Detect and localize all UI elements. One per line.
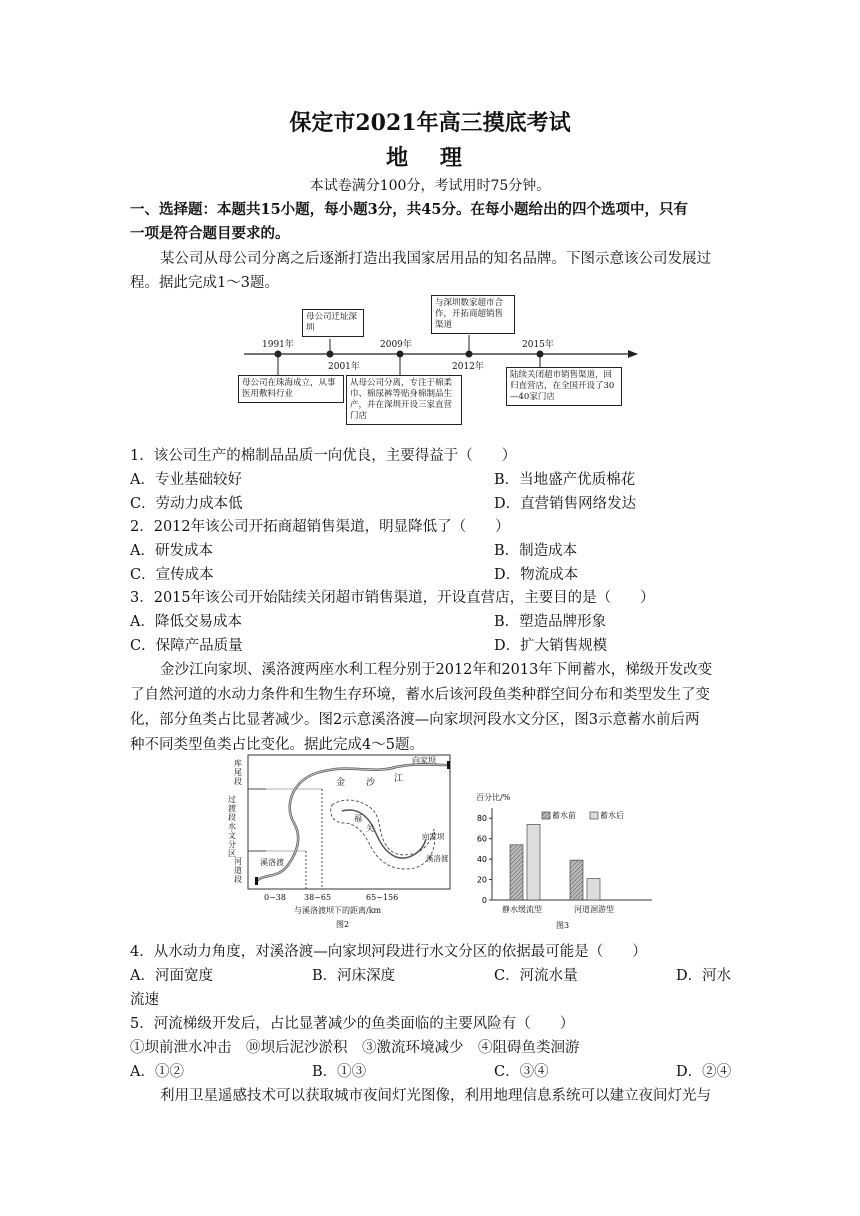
subject-title: 地 理 [386, 145, 474, 171]
zone-hedao: 河道段 [234, 857, 242, 884]
timeline-box-2015: 陆续关闭超市销售渠道，回归直营店，在全国开设了30—40家门店 [506, 367, 622, 406]
q4-option-c: C．河流水量 [494, 968, 578, 984]
bar-1-0 [570, 860, 583, 900]
year-1991: 1991年 [262, 340, 294, 350]
section-heading-line1: 一、选择题：本题共15小题，每小题3分，共45分。在每小题给出的四个选项中，只有 [130, 201, 688, 218]
timeline-box-2001: 母公司迁址深圳 [302, 309, 364, 337]
legend-swatch-0 [542, 812, 550, 819]
passage1-line1: 某公司从母公司分离之后逐渐打造出我国家居用品的知名品牌。下图示意该公司发展过 [160, 251, 711, 267]
timeline-box-2009: 从母公司分离，专注于棉柔巾、棉尿裤等贴身棉制品生产，并在深圳开设三家直营门店 [346, 375, 462, 425]
q1-option-b: B．当地盛产优质棉花 [494, 472, 636, 488]
year-2015: 2015年 [522, 340, 554, 350]
bar-1-1 [587, 879, 600, 900]
label-sha: 沙 [366, 778, 376, 788]
y-tick-label: 40 [476, 855, 487, 865]
passage2-line3: 化，部分鱼类占比显著减少。图2示意溪洛渡—向家坝河段水文分区，图3示意蓄水前后两 [130, 712, 700, 728]
label-fu: 福 [354, 814, 362, 823]
figure-2-caption: 图2 [336, 920, 350, 929]
category-label-0: 静水缓流型 [502, 905, 542, 914]
q2-option-d: D．物流成本 [494, 567, 579, 583]
q4-option-d: D．河水 [676, 968, 732, 984]
q1-option-a: A．专业基础较好 [130, 472, 242, 488]
zone-kuwei: 库尾段 [234, 759, 242, 786]
bar-0-1 [527, 824, 540, 900]
timeline-figure [230, 295, 650, 435]
timeline-box-2012: 与深圳数家超市合作，开拓商超销售渠道 [431, 295, 515, 334]
label-xiangjiaba: 向家坝 [412, 756, 436, 765]
passage2-line4: 种不同类型鱼类占比变化。据此完成4～5题。 [130, 737, 424, 753]
year-2001: 2001年 [328, 362, 360, 372]
section-heading-line2: 一项是符合题目要求的。 [130, 225, 290, 242]
q3-option-b: B．塑造品牌形象 [494, 614, 607, 630]
question-2-stem: 2．2012年该公司开拓商超销售渠道，明显降低了（ ） [130, 519, 510, 535]
figure-3-caption: 图3 [556, 921, 570, 930]
bar-0-0 [510, 845, 523, 900]
xtick-0: 0~38 [264, 893, 286, 902]
exam-title: 保定市2021年高三摸底考试 [289, 110, 571, 136]
legend-swatch-1 [590, 812, 598, 819]
q3-option-c: C．保障产品质量 [130, 638, 243, 654]
question-1-stem: 1．该公司生产的棉制品品质一向优良，主要得益于（ ） [130, 448, 517, 464]
map-xlabel: 与溪洛渡坝下的距离/km [294, 906, 382, 915]
passage2-line1: 金沙江向家坝、溪洛渡两座水利工程分别于2012年和2013年下闸蓄水，梯级开发改变 [160, 662, 713, 678]
label-jiang: 江 [394, 774, 404, 784]
q2-option-b: B．制造成本 [494, 543, 578, 559]
legend-after: 蓄水后 [600, 811, 624, 820]
q3-option-a: A．降低交易成本 [130, 614, 242, 630]
year-2009: 2009年 [380, 340, 412, 350]
figure-3-chart [470, 790, 660, 932]
exam-info: 本试卷满分100分，考试用时75分钟。 [309, 178, 551, 194]
q4-option-d-wrap: 流速 [130, 992, 159, 1008]
passage2-line2: 了自然河道的水动力条件和生物生存环境，蓄水后该河段鱼类种群空间分布和类型发生了变 [130, 687, 710, 703]
q5-items: ①坝前泄水冲击 ⑩坝后泥沙淤积 ③激流环境减少 ④阻碍鱼类洄游 [130, 1040, 580, 1056]
q3-option-d: D．扩大销售规模 [494, 638, 608, 654]
q2-option-a: A．研发成本 [130, 543, 213, 559]
zone-guodu: 过渡段 水文分区 [228, 795, 236, 858]
q4-option-a: A．河面宽度 [130, 968, 213, 984]
label-inset-xiluodu: 溪洛渡 [426, 854, 449, 863]
q5-option-a: A．①② [130, 1064, 184, 1080]
label-guan: 关 [366, 824, 374, 833]
category-label-1: 河道洄游型 [574, 905, 614, 914]
question-5-stem: 5．河流梯级开发后，占比显著减少的鱼类面临的主要风险有（ ） [130, 1016, 575, 1032]
y-tick-label: 60 [476, 834, 487, 844]
y-tick-label: 80 [476, 814, 487, 824]
passage3-line1: 利用卫星遥感技术可以获取城市夜间灯光图像，利用地理信息系统可以建立夜间灯光与 [160, 1088, 711, 1104]
question-3-stem: 3．2015年该公司开始陆续关闭超市销售渠道，开设直营店，主要目的是（ ） [130, 590, 655, 606]
figure-2-map [226, 753, 458, 931]
chart-ylabel: 百分比/% [476, 793, 511, 802]
q5-option-b: B．①③ [312, 1064, 367, 1080]
q4-option-b: B．河床深度 [312, 968, 396, 984]
question-4-stem: 4．从水动力角度，对溪洛渡—向家坝河段进行水文分区的依据最可能是（ ） [130, 944, 647, 960]
passage1-line2: 程。据此完成1～3题。 [130, 275, 279, 291]
timeline-box-1991: 母公司在珠海成立，从事医用敷料行业 [238, 375, 344, 403]
legend-before: 蓄水前 [552, 811, 576, 820]
q2-option-c: C．宣传成本 [130, 567, 214, 583]
label-jin: 金 [336, 778, 346, 788]
y-tick-label: 20 [476, 875, 487, 885]
label-xiluodu: 溪洛渡 [260, 858, 284, 867]
label-inset-xiangjiaba: 向家坝 [422, 832, 445, 841]
y-tick-label: 0 [481, 896, 487, 905]
q5-option-c: C．③④ [494, 1064, 549, 1080]
xtick-2: 65~156 [366, 893, 399, 902]
year-2012: 2012年 [452, 362, 484, 372]
q1-option-d: D．直营销售网络发达 [494, 496, 637, 512]
q5-option-d: D．②④ [676, 1064, 732, 1080]
q1-option-c: C．劳动力成本低 [130, 496, 243, 512]
xtick-1: 38~65 [304, 893, 332, 902]
